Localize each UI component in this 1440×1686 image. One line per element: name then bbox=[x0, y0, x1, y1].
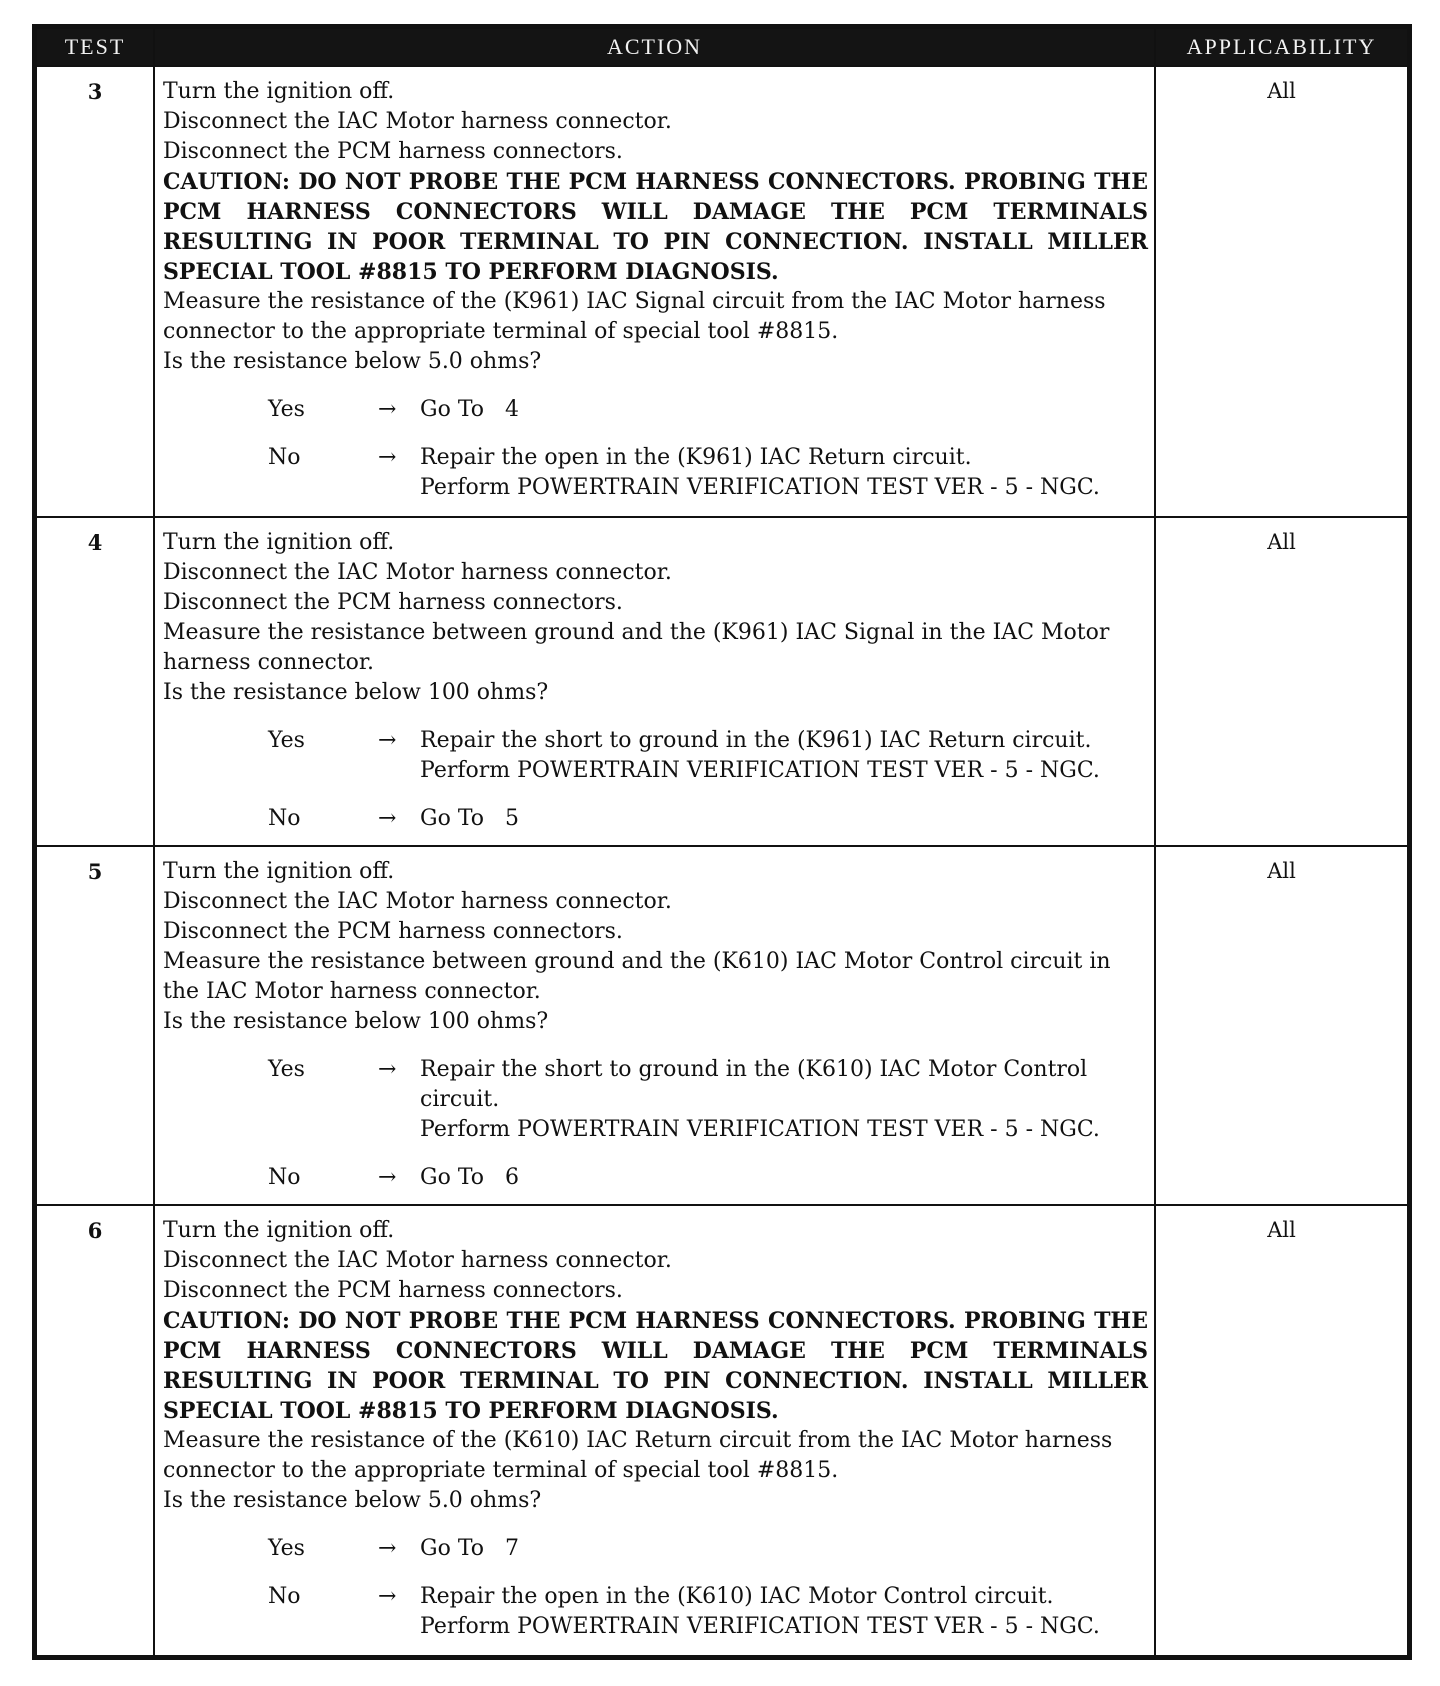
answer-label: Yes bbox=[268, 728, 305, 754]
diagnostic-test-table bbox=[32, 24, 1412, 1660]
answer-result bbox=[420, 804, 1148, 834]
caution-note: CAUTION: DO NOT PROBE THE PCM HARNESS CONNECTORS. PROBING THE PCM HARNESS CONNECTORS WILL DAMAGE THE PCM TERMINALS RESULTING IN POOR TERMINAL TO PIN CONNECTION. INSTALL MILLER SPECIAL TOOL #8815 TO PERFORM DIAGNOSIS. bbox=[163, 169, 1148, 285]
caution-note: CAUTION: DO NOT PROBE THE PCM HARNESS CONNECTORS. PROBING THE PCM HARNESS CONNECTORS WILL DAMAGE THE PCM TERMINALS RESULTING IN POOR TERMINAL TO PIN CONNECTION. INSTALL MILLER SPECIAL TOOL #8815 TO PERFORM DIAGNOSIS. bbox=[163, 1307, 1148, 1424]
table-row bbox=[36, 846, 1408, 1205]
no-answer bbox=[163, 804, 1148, 834]
action-step: harness connector. bbox=[163, 650, 374, 676]
action-step: Measure the resistance between ground and the (K961) IAC Signal in the IAC Motor bbox=[163, 620, 1110, 646]
action-step: Turn the ignition off. bbox=[163, 1217, 395, 1243]
action-step: Is the resistance below 100 ohms? bbox=[163, 680, 549, 706]
header-test: TEST bbox=[36, 28, 154, 66]
result-line: Go To 7 bbox=[420, 1535, 519, 1561]
action-step: Disconnect the IAC Motor harness connector. bbox=[163, 109, 672, 134]
yes-answer bbox=[163, 1534, 1148, 1564]
answer-label: No bbox=[268, 445, 301, 470]
action-cell bbox=[154, 1205, 1155, 1656]
action-step: Disconnect the PCM harness connectors. bbox=[163, 918, 623, 944]
action-step: Disconnect the IAC Motor harness connector. bbox=[163, 560, 672, 586]
result-line: Repair the short to ground in the (K961) IAC Return circuit. bbox=[420, 728, 1092, 754]
result-line: Repair the short to ground in the (K610) IAC Motor Control circuit. bbox=[420, 1056, 1095, 1112]
applicability: All bbox=[1155, 517, 1408, 846]
header-action: ACTION bbox=[154, 28, 1155, 66]
header-applicability: APPLICABILITY bbox=[1155, 28, 1408, 66]
arrow-icon: → bbox=[378, 1535, 397, 1561]
no-answer bbox=[163, 1163, 1148, 1193]
table-row bbox=[36, 517, 1408, 846]
no-answer bbox=[163, 1582, 1148, 1642]
action-step: Disconnect the PCM harness connectors. bbox=[163, 139, 623, 164]
action-step: Turn the ignition off. bbox=[163, 530, 395, 556]
applicability: All bbox=[1155, 1205, 1408, 1656]
result-line: Perform POWERTRAIN VERIFICATION TEST VER - 5 - NGC. bbox=[420, 1116, 1100, 1142]
arrow-icon: → bbox=[378, 806, 397, 832]
action-step: Is the resistance below 5.0 ohms? bbox=[163, 349, 542, 374]
arrow-icon: → bbox=[378, 397, 397, 422]
action-step: Measure the resistance between ground and the (K610) IAC Motor Control circuit in bbox=[163, 948, 1111, 974]
test-number: 4 bbox=[36, 517, 154, 846]
action-step: Disconnect the IAC Motor harness connector. bbox=[163, 888, 672, 914]
answer-label: Yes bbox=[268, 397, 305, 422]
result-line: Perform POWERTRAIN VERIFICATION TEST VER - 5 - NGC. bbox=[420, 475, 1100, 500]
answer-label: Yes bbox=[268, 1056, 305, 1082]
table-row bbox=[36, 66, 1408, 517]
applicability: All bbox=[1155, 66, 1408, 517]
table-header-row bbox=[36, 28, 1408, 66]
action-step: connector to the appropriate terminal of special tool #8815. bbox=[163, 319, 839, 344]
action-step: Disconnect the PCM harness connectors. bbox=[163, 590, 623, 616]
action-step: the IAC Motor harness connector. bbox=[163, 978, 541, 1004]
action-step: Measure the resistance of the (K610) IAC Return circuit from the IAC Motor harness bbox=[163, 1427, 1113, 1453]
yes-answer bbox=[163, 395, 1148, 425]
action-step: Turn the ignition off. bbox=[163, 858, 395, 884]
test-table bbox=[35, 27, 1409, 1657]
result-line: Repair the open in the (K610) IAC Motor Control circuit. bbox=[420, 1583, 1054, 1609]
action-step: connector to the appropriate terminal of special tool #8815. bbox=[163, 1457, 839, 1483]
answer-label: No bbox=[268, 806, 301, 832]
answer-result bbox=[420, 1163, 1148, 1193]
result-line: Perform POWERTRAIN VERIFICATION TEST VER - 5 - NGC. bbox=[420, 758, 1100, 784]
test-number: 3 bbox=[36, 66, 154, 517]
answer-result bbox=[420, 726, 1148, 786]
result-line: Perform POWERTRAIN VERIFICATION TEST VER - 5 - NGC. bbox=[420, 1613, 1100, 1639]
arrow-icon: → bbox=[378, 1164, 397, 1190]
action-step: Measure the resistance of the (K961) IAC Signal circuit from the IAC Motor harness bbox=[163, 289, 1106, 314]
table-body bbox=[36, 66, 1408, 1656]
arrow-icon: → bbox=[378, 1056, 397, 1082]
answer-result bbox=[420, 1055, 1148, 1145]
applicability: All bbox=[1155, 846, 1408, 1205]
arrow-icon: → bbox=[378, 445, 397, 470]
test-number: 6 bbox=[36, 1205, 154, 1656]
result-line: Go To 5 bbox=[420, 806, 519, 832]
action-cell bbox=[154, 846, 1155, 1205]
yes-answer bbox=[163, 1055, 1148, 1145]
arrow-icon: → bbox=[378, 1583, 397, 1609]
action-step: Disconnect the IAC Motor harness connector. bbox=[163, 1247, 672, 1273]
result-line: Go To 6 bbox=[420, 1164, 519, 1190]
action-step: Is the resistance below 5.0 ohms? bbox=[163, 1487, 542, 1513]
answer-label: No bbox=[268, 1583, 301, 1609]
answer-result bbox=[420, 1534, 1148, 1564]
answer-result bbox=[420, 443, 1148, 503]
no-answer bbox=[163, 443, 1148, 503]
action-cell bbox=[154, 517, 1155, 846]
table-row bbox=[36, 1205, 1408, 1656]
yes-answer bbox=[163, 726, 1148, 786]
action-step: Is the resistance below 100 ohms? bbox=[163, 1008, 549, 1034]
answer-result bbox=[420, 395, 1148, 425]
answer-result bbox=[420, 1582, 1148, 1642]
result-line: Repair the open in the (K961) IAC Return circuit. bbox=[420, 445, 972, 470]
result-line: Go To 4 bbox=[420, 397, 519, 422]
action-cell bbox=[154, 66, 1155, 517]
action-step: Turn the ignition off. bbox=[163, 79, 395, 104]
answer-label: No bbox=[268, 1164, 301, 1190]
answer-label: Yes bbox=[268, 1535, 305, 1561]
action-step: Disconnect the PCM harness connectors. bbox=[163, 1277, 623, 1303]
arrow-icon: → bbox=[378, 728, 397, 754]
test-number: 5 bbox=[36, 846, 154, 1205]
